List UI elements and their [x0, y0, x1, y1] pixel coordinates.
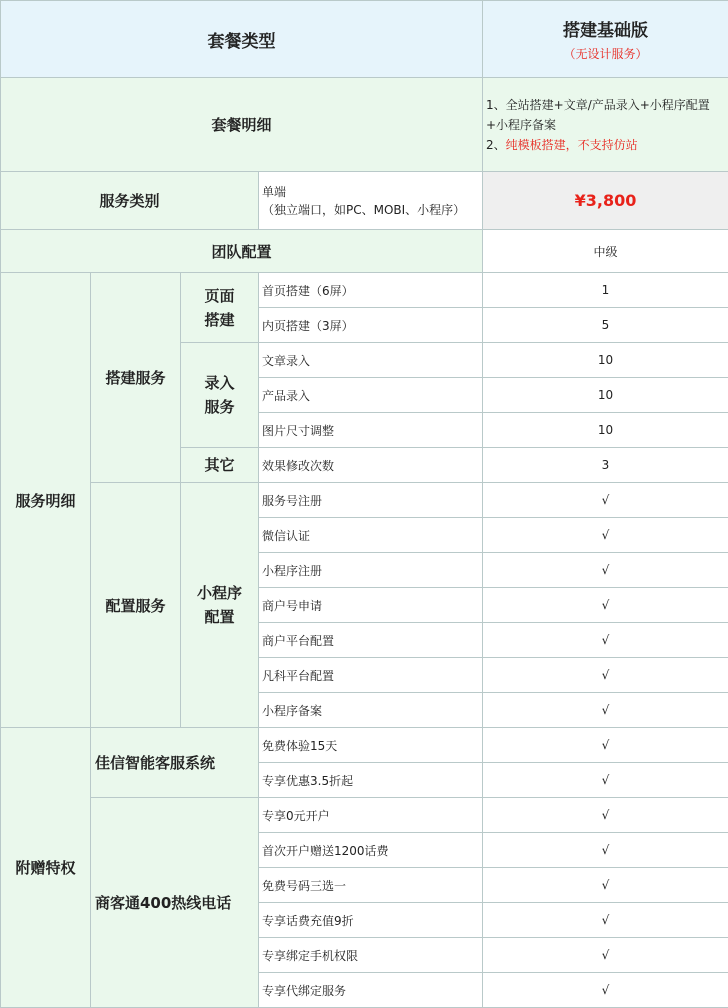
item-name: 专享绑定手机权限: [259, 938, 483, 973]
entry-service-label-line1: 录入: [181, 371, 258, 395]
build-service-label: 搭建服务: [91, 273, 181, 483]
item-name: 服务号注册: [259, 483, 483, 518]
service-details-label: 服务明细: [1, 273, 91, 728]
page-build-label-line1: 页面: [181, 284, 258, 308]
item-name: 免费号码三选一: [259, 868, 483, 903]
service-type-label: 服务类别: [1, 172, 259, 230]
check-mark: √: [483, 518, 728, 553]
item-name: 专享话费充值9折: [259, 903, 483, 938]
entry-service-label: [181, 343, 259, 448]
mini-program-config-label: [181, 483, 259, 728]
item-name: 商户号申请: [259, 588, 483, 623]
item-value: 10: [483, 413, 728, 448]
item-name: 商户平台配置: [259, 623, 483, 658]
item-name: 内页搭建（3屏）: [259, 308, 483, 343]
item-name: 专享优惠3.5折起: [259, 763, 483, 798]
perks-label: 附赠特权: [1, 728, 91, 1008]
details-line-1: 1、全站搭建+文章/产品录入+小程序配置+小程序备案: [486, 95, 728, 135]
mini-config-label-line1: 小程序: [181, 581, 258, 605]
check-mark: √: [483, 728, 728, 763]
package-details-text: [483, 78, 728, 172]
config-service-label: 配置服务: [91, 483, 181, 728]
package-details-label: 套餐明细: [1, 78, 483, 172]
mini-config-label-line2: 配置: [181, 605, 258, 629]
check-mark: √: [483, 693, 728, 728]
item-name: 图片尺寸调整: [259, 413, 483, 448]
hotline-label: 商客通400热线电话: [91, 798, 259, 1008]
check-mark: √: [483, 868, 728, 903]
item-name: 专享代绑定服务: [259, 973, 483, 1008]
check-mark: √: [483, 973, 728, 1008]
service-type-desc-line1: 单端: [262, 183, 482, 201]
details-line-2-prefix: 2、: [486, 138, 506, 152]
check-mark: √: [483, 658, 728, 693]
price: ¥3,800: [483, 172, 728, 230]
item-name: 凡科平台配置: [259, 658, 483, 693]
item-name: 小程序注册: [259, 553, 483, 588]
details-line-2: [486, 135, 728, 155]
item-name: 微信认证: [259, 518, 483, 553]
item-name: 小程序备案: [259, 693, 483, 728]
item-name: 效果修改次数: [259, 448, 483, 483]
item-name: 首页搭建（6屏）: [259, 273, 483, 308]
other-label: 其它: [181, 448, 259, 483]
page-build-label-line2: 搭建: [181, 308, 258, 332]
item-value: 10: [483, 343, 728, 378]
item-name: 专享0元开户: [259, 798, 483, 833]
package-type-label: 套餐类型: [1, 1, 483, 78]
check-mark: √: [483, 553, 728, 588]
item-name: 首次开户赠送1200话费: [259, 833, 483, 868]
item-name: 产品录入: [259, 378, 483, 413]
entry-service-label-line2: 服务: [181, 395, 258, 419]
check-mark: √: [483, 763, 728, 798]
check-mark: √: [483, 938, 728, 973]
check-mark: √: [483, 623, 728, 658]
check-mark: √: [483, 483, 728, 518]
check-mark: √: [483, 903, 728, 938]
page-build-label: [181, 273, 259, 343]
team-config-label: 团队配置: [1, 230, 483, 273]
service-type-desc: [259, 172, 483, 230]
service-type-desc-line2: （独立端口，如PC、MOBI、小程序）: [262, 201, 482, 219]
item-name: 文章录入: [259, 343, 483, 378]
item-value: 5: [483, 308, 728, 343]
item-value: 1: [483, 273, 728, 308]
item-value: 10: [483, 378, 728, 413]
check-mark: √: [483, 588, 728, 623]
plan-name: 搭建基础版: [483, 16, 728, 41]
check-mark: √: [483, 833, 728, 868]
check-mark: √: [483, 798, 728, 833]
plan-header-cell: [483, 1, 728, 78]
cs-system-label: 佳信智能客服系统: [91, 728, 259, 798]
details-line-2-note: 纯模板搭建，不支持仿站: [506, 138, 638, 152]
item-name: 免费体验15天: [259, 728, 483, 763]
team-config-value: 中级: [483, 230, 728, 273]
item-value: 3: [483, 448, 728, 483]
plan-note: （无设计服务）: [483, 45, 728, 62]
